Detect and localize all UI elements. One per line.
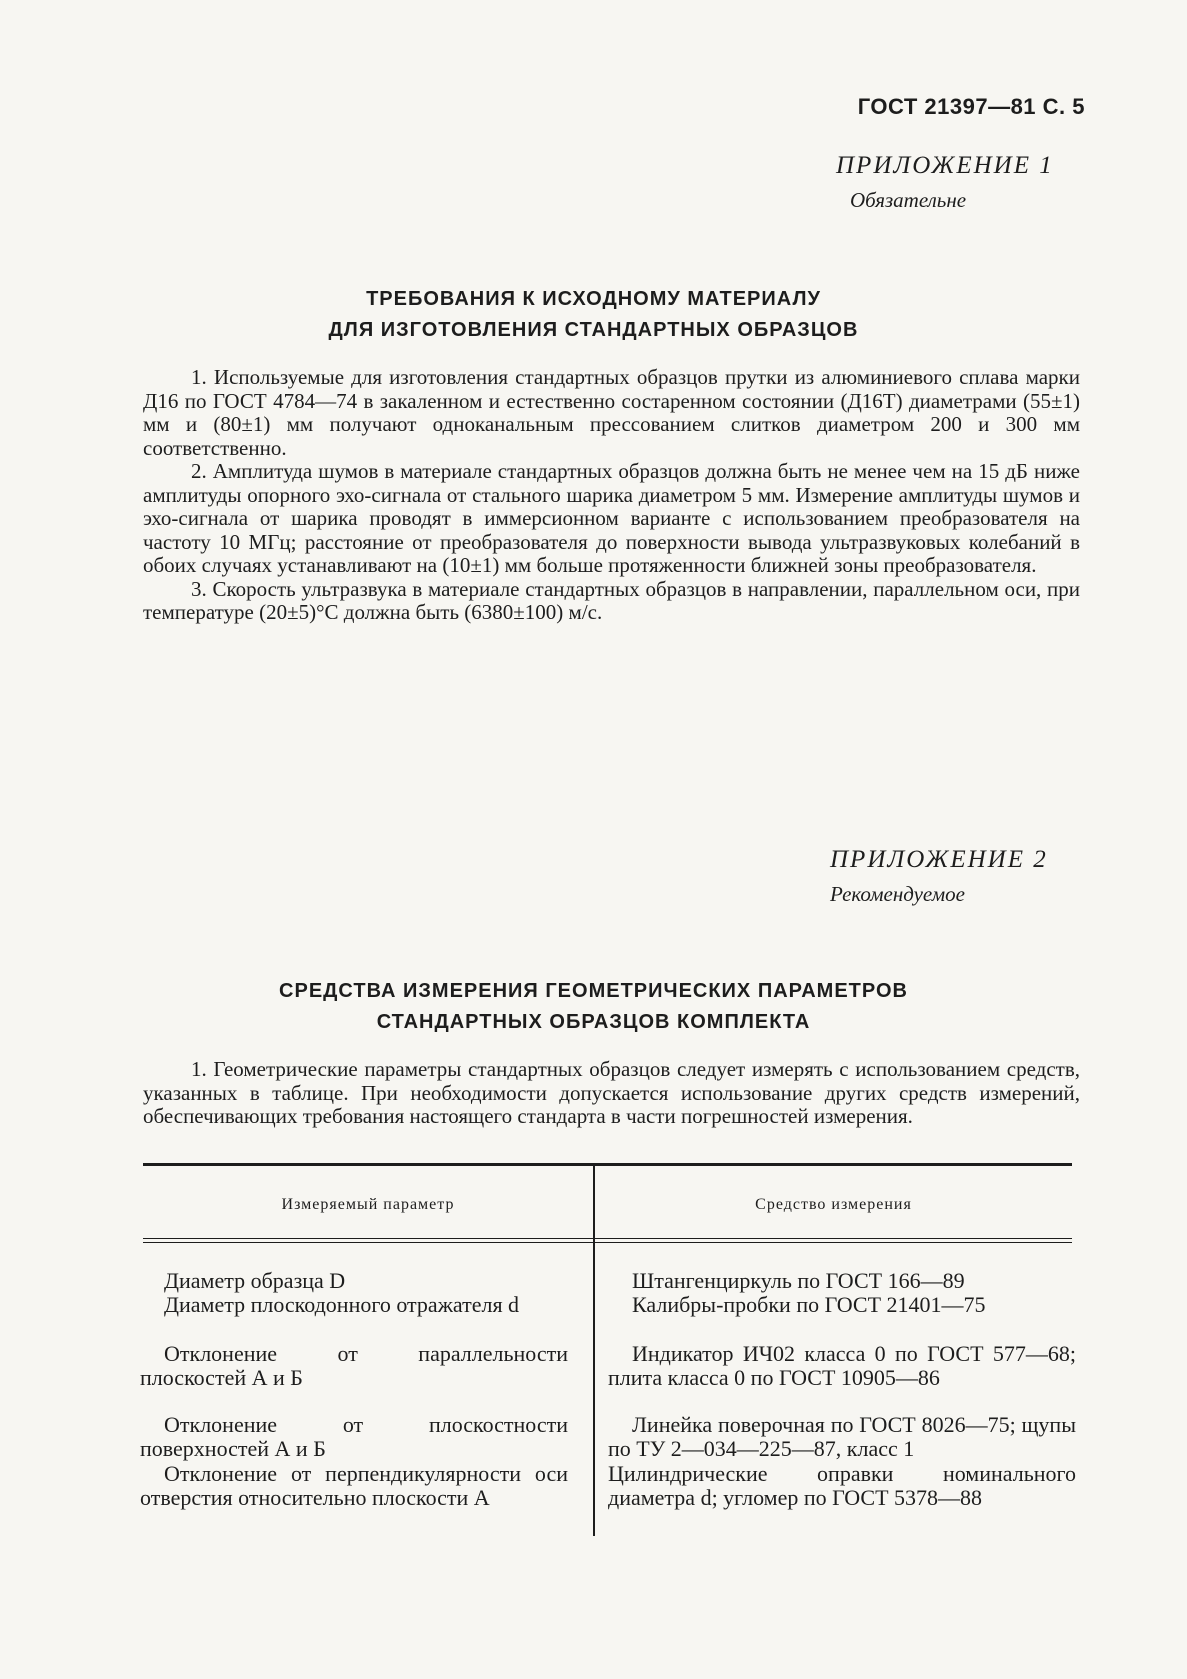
table-column-divider — [593, 1166, 595, 1536]
appendix-1-status: Обязательне — [850, 188, 967, 212]
appendix-2-title: ПРИЛОЖЕНИЕ 2 — [830, 846, 1048, 873]
table-header-rule — [143, 1238, 1072, 1239]
appendix-2-label — [830, 846, 1048, 907]
table-header-rule — [143, 1242, 1072, 1243]
table-row-param: Отклонение от параллельности плоскостей А и Б — [140, 1341, 568, 1390]
appendix-1-heading-line2: ДЛЯ ИЗГОТОВЛЕНИЯ СТАНДАРТНЫХ ОБРАЗЦОВ — [328, 319, 859, 341]
table-row-instrument: Калибры-пробки по ГОСТ 21401—75 — [632, 1292, 986, 1317]
appendix-2-status: Рекомендуемое — [830, 882, 965, 906]
table-top-rule — [143, 1163, 1072, 1166]
table-row-param: Диаметр плоскодонного отражателя d — [164, 1292, 520, 1317]
appendix-2-heading-line2: СТАНДАРТНЫХ ОБРАЗЦОВ КОМПЛЕКТА — [376, 1011, 811, 1033]
appendix-2-body — [143, 1058, 1080, 1129]
table-header-parameter: Измеряемый параметр — [281, 1196, 455, 1213]
appendix-2-heading-line1: СРЕДСТВА ИЗМЕРЕНИЯ ГЕОМЕТРИЧЕСКИХ ПАРАМЕТРОВ — [279, 980, 908, 1002]
paragraph: 1. Геометрические параметры стандартных образцов следует измерять с использованием средств, указанных в таблице. При необходимости допускается использование других средств измерений, обеспечивающих требования настоящего стандарта в части погрешностей измерения. — [143, 1057, 1080, 1128]
table-row-param: Отклонение от плоскостности поверхностей А и Б — [140, 1412, 568, 1461]
table-row-instrument: Индикатор ИЧ02 класса 0 по ГОСТ 577—68; плита класса 0 по ГОСТ 10905—86 — [608, 1341, 1076, 1390]
appendix-2-heading — [0, 976, 1187, 1038]
appendix-1-heading-line1: ТРЕБОВАНИЯ К ИСХОДНОМУ МАТЕРИАЛУ — [366, 288, 821, 310]
paragraph: 3. Скорость ультразвука в материале стандартных образцов в направлении, параллельном оси, при температуре (20±5)°С должна быть (6380±100) м/с. — [143, 576, 1080, 624]
table-row-instrument: Штангенциркуль по ГОСТ 166—89 — [632, 1268, 965, 1293]
table-header-instrument: Средство измерения — [755, 1196, 912, 1213]
table-row-param: Диаметр образца D — [164, 1268, 346, 1293]
paragraph: 2. Амплитуда шумов в материале стандартных образцов должна быть не менее чем на 15 дБ ниже амплитуды опорного эхо-сигнала от стального шарика диаметром 5 мм. Измерение амплитуды шумов и эхо-сигнала от шарика проводят в иммерсионном варианте с использованием преобразователя на частоту 10 МГц; расстояние от преобразователя до поверхности вывода ультразвуковых колебаний в обоих случаях устанавливают на (10±1) мм больше протяженности ближней зоны преобразователя. — [143, 459, 1080, 577]
appendix-1-title: ПРИЛОЖЕНИЕ 1 — [836, 152, 1054, 179]
table-row-param: Отклонение от перпендикулярности оси отверстия относительно плоскости А — [140, 1461, 568, 1510]
appendix-1-body — [143, 366, 1080, 625]
table-row-instrument: Линейка поверочная по ГОСТ 8026—75; щупы по ТУ 2—034—225—87, класс 1 — [608, 1412, 1076, 1461]
page-header: ГОСТ 21397—81 С. 5 — [857, 94, 1085, 119]
appendix-1-label — [836, 152, 1054, 213]
appendix-1-heading — [0, 284, 1187, 346]
table-row-instrument: Цилиндрические оправки номинального диаметра d; угломер по ГОСТ 5378—88 — [608, 1461, 1076, 1510]
paragraph: 1. Используемые для изготовления стандартных образцов прутки из алюминиевого сплава марки Д16 по ГОСТ 4784—74 в закаленном и естественно состаренном состоянии (Д16Т) диаметрами (55±1) мм и (80±1) мм получают одноканальным прессованием слитков диаметром 200 и 300 мм соответственно. — [143, 365, 1080, 460]
